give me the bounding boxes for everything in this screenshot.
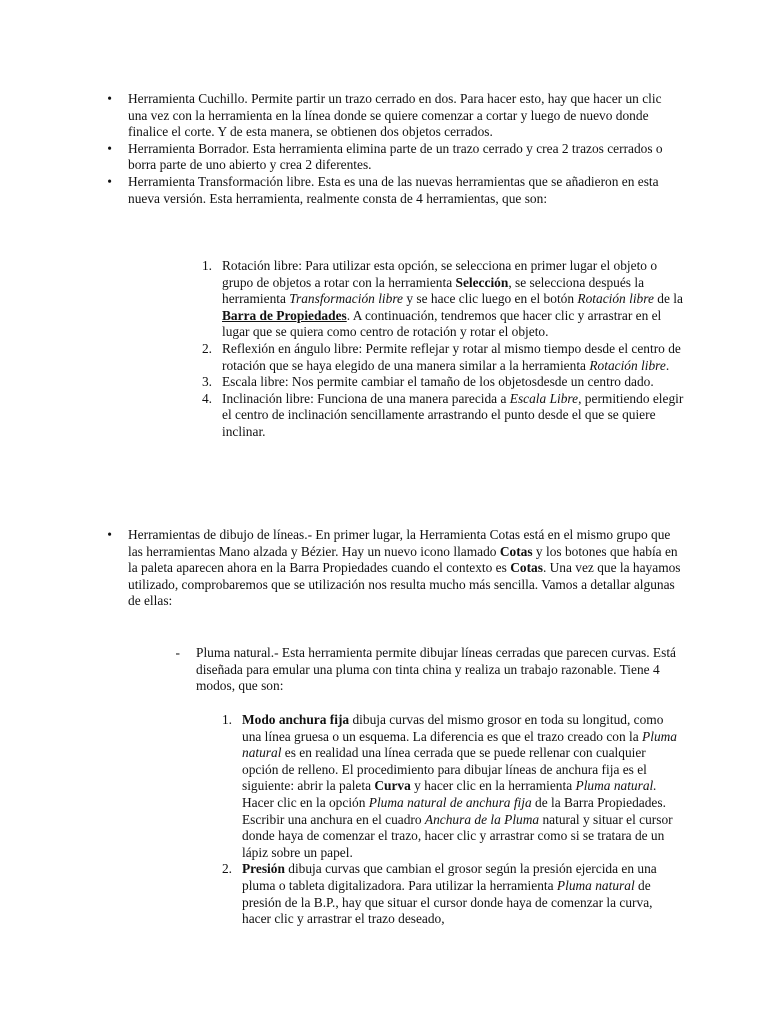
- text-run: Rotación libre: Para utilizar esta opción, se selecciona en primer lugar el objeto o grupo de objetos a rotar con la herramienta: [222, 258, 658, 290]
- bullet-marker: •: [107, 91, 112, 106]
- text-run: Barra de Propiedades: [222, 307, 347, 323]
- text-run: Rotación libre: [589, 357, 666, 373]
- text-run: Anchura de la Pluma: [424, 811, 540, 827]
- text-run: Escala Libre: [509, 390, 579, 406]
- text-run: Curva: [374, 778, 411, 794]
- text-run: Escala libre: Nos permite cambiar el tamaño de los objetosdesde un centro dado.: [222, 374, 654, 390]
- text-run: , permitiendo elegir el centro de inclinación sencillamente arrastrando el punto desde el que se quiere inclinar.: [222, 390, 684, 439]
- text-run: Hacer clic en la opción: [242, 794, 369, 810]
- text-run: Herramienta Borrador. Esta herramienta elimina parte de un trazo cerrado y crea 2 trazos cerrados o borra parte de uno abierto y crea 2 diferentes.: [128, 140, 663, 173]
- text-run: .: [665, 357, 670, 373]
- text-run: Inclinación libre: Funciona de una manera parecida a: [222, 390, 510, 406]
- number-marker: 3.: [201, 374, 212, 390]
- text-run: y los botones que había en la paleta aparecen ahora en la Barra Propiedades cuando el contexto es: [128, 543, 678, 576]
- text-run: Pluma natural de anchura fija: [368, 794, 532, 810]
- text-run: . Una vez que la hayamos utilizado, comprobaremos que se utilización nos resulta mucho más sencilla. Vamos a detallar algunas de ellas:: [128, 560, 681, 609]
- list-item: [221, 712, 682, 861]
- list-item: [201, 258, 684, 341]
- text-run: . A continuación, tendremos que hacer clic y arrastrar en el lugar que se quiera como centro de rotación y rotar el objeto.: [222, 307, 662, 340]
- list-item: [107, 91, 681, 141]
- list-item: [175, 645, 682, 695]
- text-run: Herramientas de dibujo de líneas.- En primer lugar, la Herramienta Cotas está en el mismo grupo que las herramientas Mano alzada y Bézier. Hay un nuevo icono llamado: [128, 527, 671, 559]
- text-run: Selección: [455, 274, 509, 290]
- list-item-text: [242, 861, 682, 927]
- list-item-text: [222, 341, 684, 374]
- number-marker: 1.: [221, 712, 232, 727]
- list-item: [201, 374, 684, 391]
- number-marker: 2.: [221, 861, 232, 877]
- text-run: Pluma natural.- Esta herramienta permite dibujar líneas cerradas que parecen curvas. Está diseñada para emular una pluma con tinta china y realiza un trabajo razonable. Tiene 4 modos, que son:: [196, 645, 676, 694]
- list-item-text: [128, 174, 681, 207]
- dash-list-pluma: [175, 645, 682, 695]
- list-item-text: [222, 374, 684, 391]
- list-item-text: [242, 712, 682, 861]
- list-item: [107, 140, 681, 174]
- text-run: , se selecciona después la herramienta: [222, 274, 645, 307]
- text-run: dibuja curvas del mismo grosor en toda su longitud, como una línea gruesa o un esquema. La diferencia es que el trazo creado con la: [242, 712, 664, 744]
- list-item: [107, 527, 681, 610]
- bullet-marker: •: [107, 140, 112, 156]
- text-run: Modo anchura fija: [242, 712, 350, 727]
- list-item-text: [128, 527, 681, 610]
- text-run: de presión de la B.P., hay que situar el cursor donde haya de comenzar la curva, hacer clic y arrastrar el trazo deseado,: [242, 877, 653, 927]
- numbered-list-transformacion: [201, 258, 684, 441]
- list-item-text: [222, 258, 684, 341]
- text-run: Rotación libre: [577, 291, 654, 307]
- dash-marker: -: [175, 645, 180, 660]
- text-run: de la: [653, 291, 683, 307]
- text-run: Herramienta Cuchillo. Permite partir un trazo cerrado en dos. Para hacer esto, hay que hacer un clic una vez con la herramienta en la línea donde se quiere comenzar a cortar y luego de nuevo donde finalice el corte. Y de esta manera, se obtienen dos objetos cerrados.: [128, 91, 662, 140]
- numbered-list-pluma-modes: [221, 712, 682, 928]
- bullet-marker: •: [107, 527, 112, 542]
- text-run: Presión: [242, 861, 285, 877]
- text-run: dibuja curvas que cambian el grosor según la presión ejercida en una pluma o tableta digitalizadora. Para utilizar la herramienta: [242, 861, 657, 893]
- number-marker: 2.: [201, 340, 212, 356]
- list-item-text: [128, 141, 681, 174]
- list-item-text: [196, 645, 682, 695]
- text-run: de la Barra Propiedades. Escribir una anchura en el cuadro: [242, 794, 666, 827]
- text-run: natural y situar el cursor donde haya de comenzar el trazo, hacer clic y arrastrar como si se tratara de un lápiz sobre un papel.: [242, 811, 673, 860]
- list-item-text: [222, 391, 684, 441]
- text-run: y se hace clic luego en el botón: [403, 291, 578, 307]
- text-run: Reflexión en ángulo libre: Permite reflejar y rotar al mismo tiempo desde el centro de rotación que se haya elegido de una manera similar a la herramienta: [222, 340, 681, 373]
- number-marker: 1.: [201, 258, 212, 273]
- bullet-marker: •: [107, 173, 112, 189]
- text-run: Cotas: [499, 543, 533, 559]
- list-item-text: [128, 91, 681, 141]
- text-run: Cotas: [510, 560, 543, 576]
- text-run: y hacer clic en la herramienta: [410, 778, 576, 794]
- bullet-list-tools: [107, 91, 681, 207]
- text-run: Transformación libre: [289, 291, 404, 307]
- text-run: Pluma natural: [556, 877, 635, 893]
- text-run: Pluma natural: [242, 728, 678, 761]
- list-item: [201, 390, 684, 441]
- list-item: [221, 861, 682, 927]
- list-item: [107, 173, 681, 207]
- list-item: [201, 340, 684, 374]
- text-run: Herramienta Transformación libre. Esta es una de las nuevas herramientas que se añadieron en esta nueva versión. Esta herramienta, realmente consta de 4 herramientas, que son:: [128, 173, 659, 206]
- text-run: es en realidad una línea cerrada que se puede rellenar con cualquier opción de relleno. El procedimiento para dibujar líneas de anchura fija es el siguiente: abrir la paleta: [242, 745, 647, 794]
- text-run: Pluma natural.: [575, 778, 657, 794]
- bullet-list-lines: [107, 527, 681, 610]
- number-marker: 4.: [201, 390, 212, 406]
